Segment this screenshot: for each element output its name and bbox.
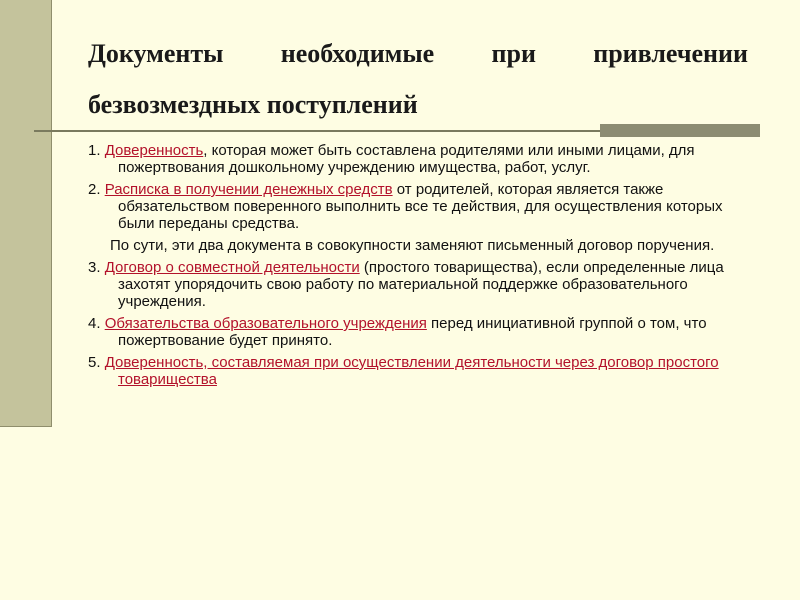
list-item-2 (88, 181, 760, 232)
slide-title (88, 28, 748, 130)
title-divider (34, 130, 604, 132)
link-dogovor-sovmestnoy-deyatelnosti[interactable]: Договор о совместной деятельности (104, 259, 360, 276)
item-number: 3. (88, 259, 105, 276)
title-line-2: безвозмездных поступлений (88, 90, 418, 119)
item-number: 4. (88, 315, 105, 332)
list-item-1 (88, 142, 760, 176)
list-item-4 (88, 315, 760, 349)
link-raspiska[interactable]: Расписка в получении денежных средств (104, 181, 393, 198)
item-text: (простого товарищества), если определенные лица захотят упорядочить свою работу по материальной поддержке образовательного учреждения. (118, 259, 724, 310)
title-word: необходимые (280, 39, 435, 68)
title-word: при (491, 39, 536, 68)
item-text: от родителей, которая является также обязательством поверенного выполнить все те действия, для осуществления которых были переданы средства. (118, 181, 723, 232)
item-number: 5. (88, 354, 105, 371)
link-doverennost[interactable]: Доверенность (104, 142, 204, 159)
item-text: перед инициативной группой о том, что пожертвование будет принято. (118, 315, 707, 349)
item-text: , которая может быть составлена родителями или иными лицами, для пожертвования дошкольному учреждению имущества, работ, услуг. (118, 142, 695, 176)
title-line-1 (88, 28, 748, 79)
title-word: привлечении (593, 39, 748, 68)
list-item-5 (88, 354, 760, 388)
link-obyazatelstva[interactable]: Обязательства образовательного учреждения (104, 315, 427, 332)
list-item-3 (88, 259, 760, 310)
side-decor-band (0, 0, 52, 427)
link-doverennost-tovarishchestvo[interactable]: Доверенность, составляемая при осуществлении деятельности через договор простого товарищества (104, 354, 719, 388)
item-number: 2. (88, 181, 105, 198)
summary-note: По сути, эти два документа в совокупности заменяют письменный договор поручения. (110, 237, 715, 254)
title-word: Документы (88, 39, 224, 68)
document-list (88, 142, 760, 393)
item-number: 1. (88, 142, 105, 159)
divider-accent-block (600, 124, 760, 137)
